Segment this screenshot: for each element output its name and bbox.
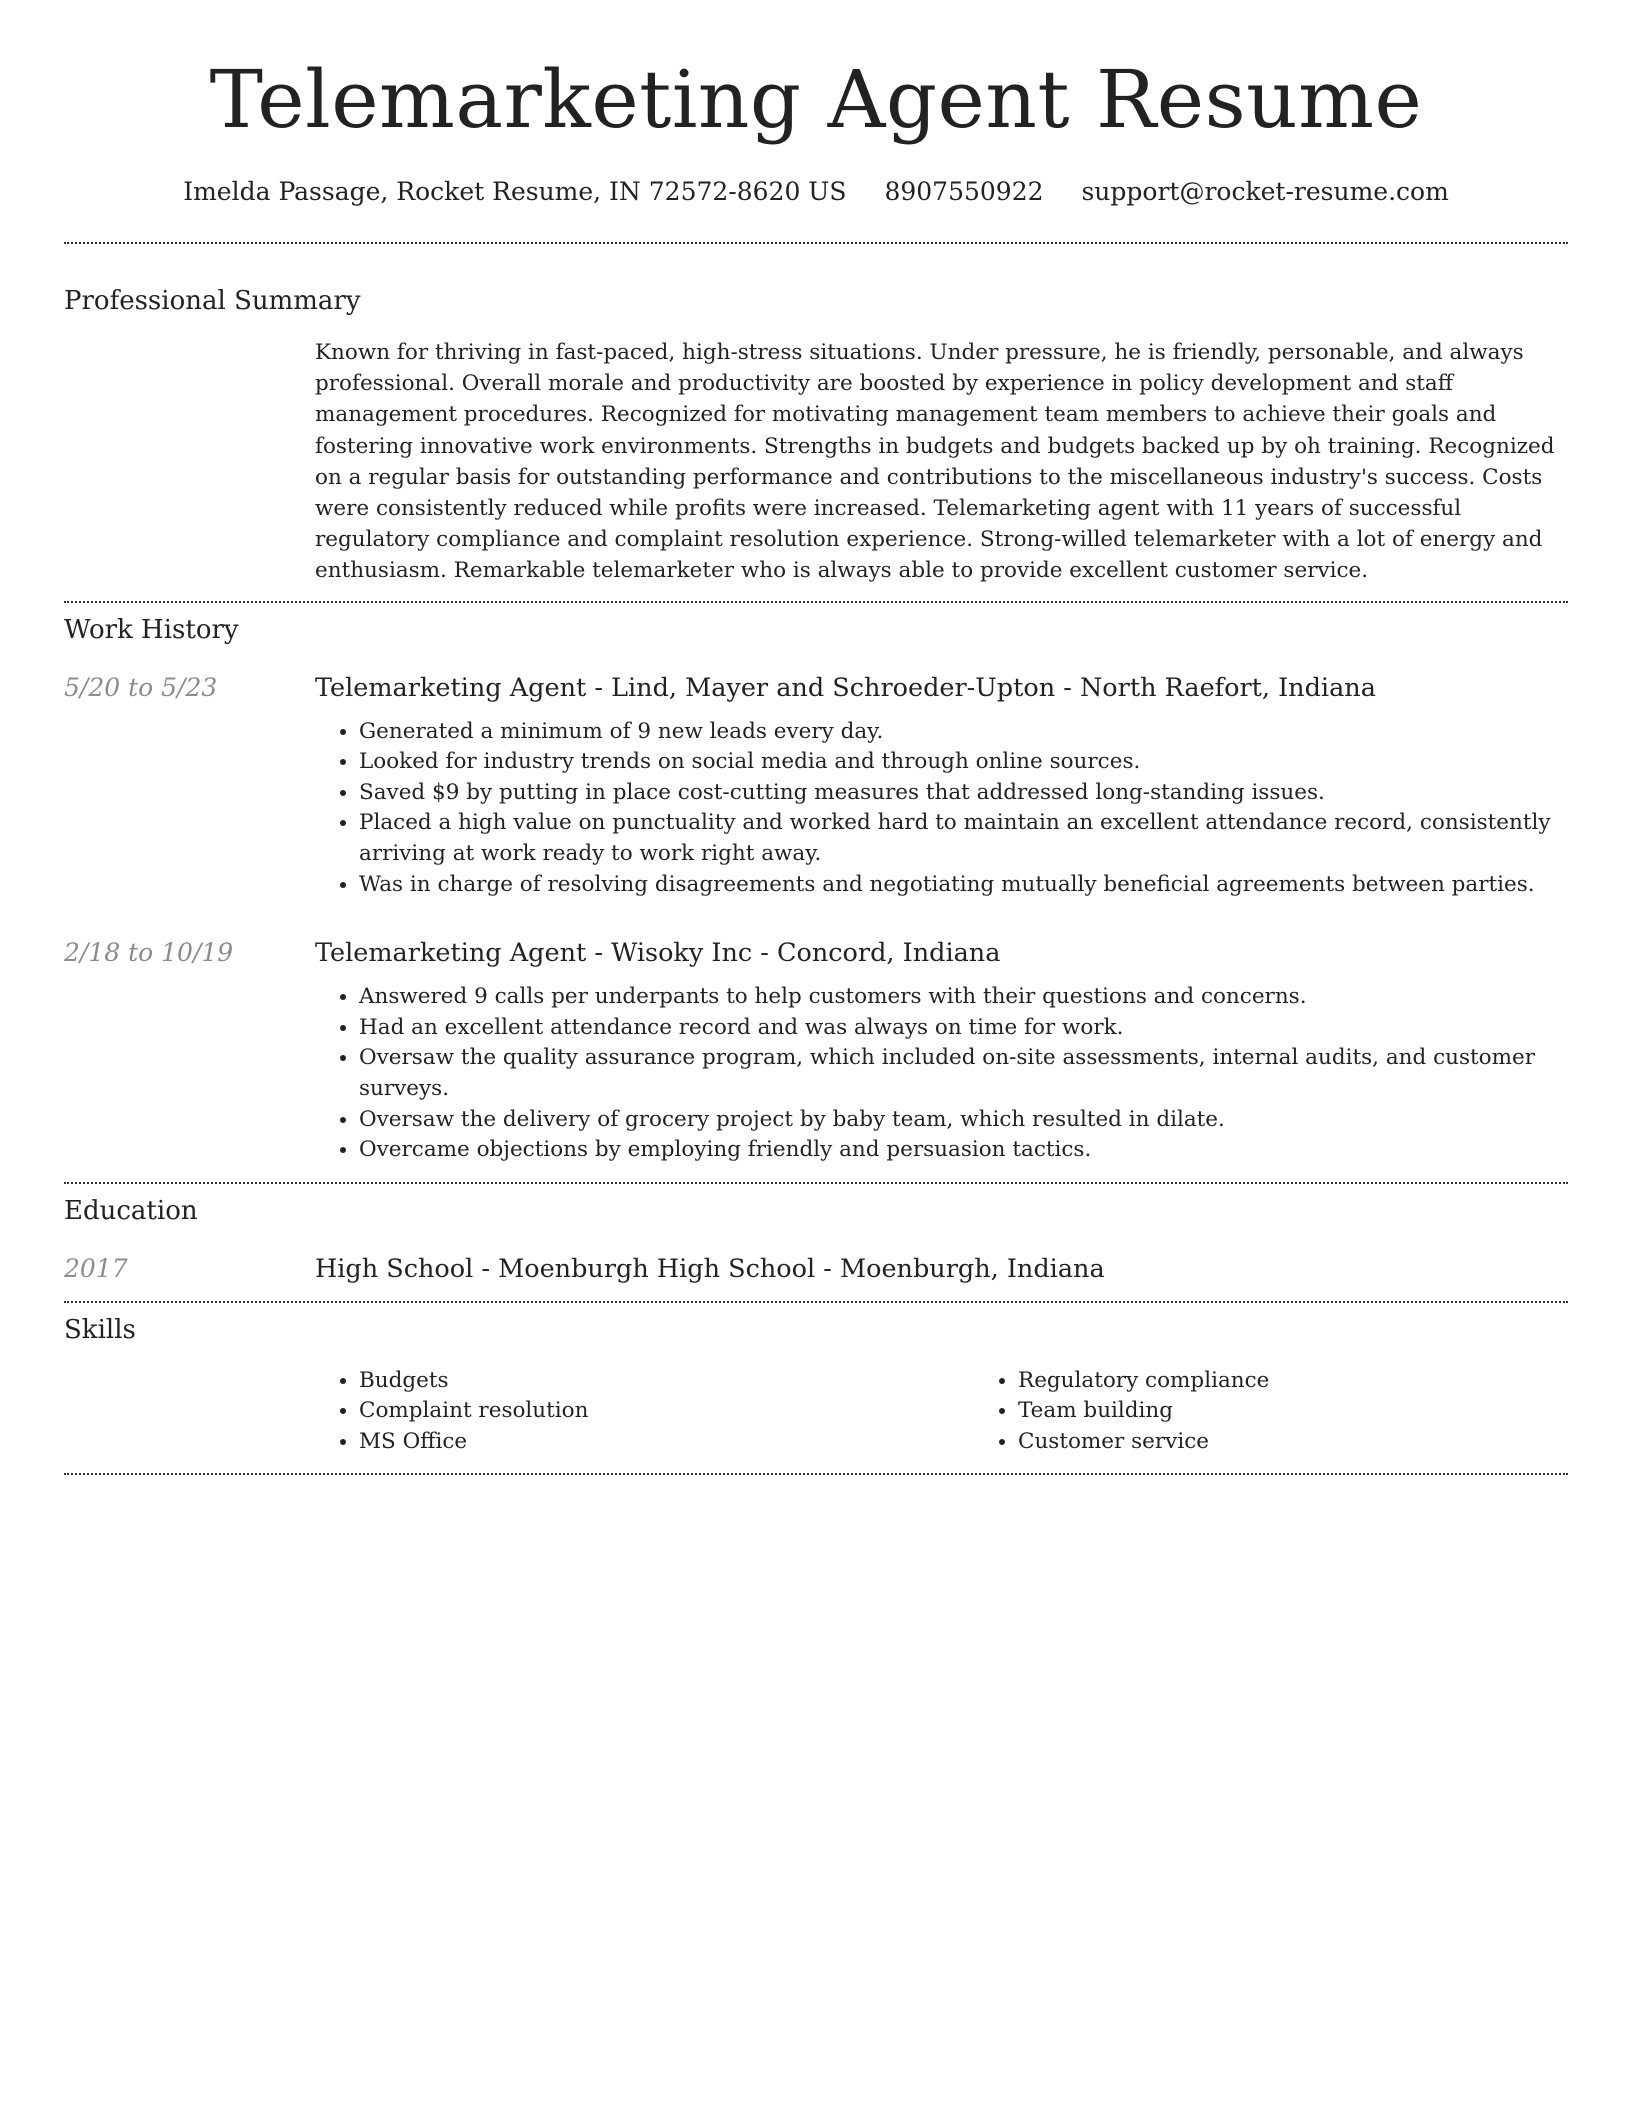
resume-page: [64, 0, 1568, 1475]
job-bullet: • Looked for industry trends on social media and through online sources.: [359, 747, 1568, 778]
summary-heading: Professional Summary: [64, 286, 361, 316]
education-date: 2017: [64, 1253, 128, 1283]
skills-list-right: [974, 1366, 1632, 1458]
summary-text: Known for thriving in fast-paced, high-stress situations. Under pressure, he is friendly, personable, and always professional. Overall morale and productivity are boosted by experience in policy development and staff management procedures. Recognized for motivating management team members to achieve their goals and fostering innovative work environments. Strengths in budgets and budgets backed up by oh training. Recognized on a regular basis for outstanding performance and contributions to the miscellaneous industry's success. Costs were consistently reduced while profits were increased. Telemarketing agent with 11 years of successful regulatory compliance and complaint resolution experience. Strong-willed telemarketer with a lot of energy and enthusiasm. Remarkable telemarketer who is always able to provide excellent customer service.: [315, 340, 1555, 584]
skills-heading: Skills: [64, 1314, 136, 1345]
job-bullet: • Answered 9 calls per underpants to help customers with their questions and concerns.: [359, 982, 1568, 1013]
skills-section: [64, 1313, 1568, 1458]
job-bullet: • Placed a high value on punctuality and worked hard to maintain an excellent attendance record, consistently arriving at work ready to work right away.: [359, 808, 1568, 869]
education-entry: [64, 1252, 1568, 1286]
education-heading: Education: [64, 1195, 198, 1226]
job-bullets: [315, 982, 1568, 1166]
resume-title: Telemarketing Agent Resume: [209, 53, 1423, 146]
job-entry: [64, 936, 1568, 1166]
job-bullet: • Was in charge of resolving disagreements and negotiating mutually beneficial agreements between parties.: [359, 870, 1568, 901]
job-date: 5/20 to 5/23: [64, 672, 218, 702]
job-date: 2/18 to 10/19: [64, 938, 234, 968]
job-bullet: • Saved $9 by putting in place cost-cutting measures that addressed long-standing issues.: [359, 778, 1568, 809]
job-title: Telemarketing Agent - Lind, Mayer and Schroeder-Upton - North Raefort, Indiana: [315, 672, 1376, 703]
education-section: [64, 1194, 1568, 1286]
job-entry: [64, 671, 1568, 901]
divider: [64, 601, 1568, 603]
skill-item: • Team building: [1018, 1396, 1632, 1427]
job-bullet: • Oversaw the delivery of grocery project by baby team, which resulted in dilate.: [359, 1105, 1568, 1136]
contact-line: [64, 176, 1568, 208]
contact-address: Imelda Passage, Rocket Resume, IN 72572-8620 US: [183, 177, 847, 206]
job-bullet: • Oversaw the quality assurance program, which included on-site assessments, internal audits, and customer surveys.: [359, 1043, 1568, 1104]
divider: [64, 1301, 1568, 1303]
skill-item: • MS Office: [359, 1427, 974, 1458]
job-bullets: [315, 717, 1568, 901]
contact-email: support@rocket-resume.com: [1081, 177, 1449, 206]
work-history-heading: Work History: [64, 614, 239, 645]
skill-item: • Customer service: [1018, 1427, 1632, 1458]
divider: [64, 1473, 1568, 1475]
job-bullet: • Had an excellent attendance record and was always on time for work.: [359, 1013, 1568, 1044]
contact-phone: 8907550922: [884, 177, 1044, 206]
skill-item: • Complaint resolution: [359, 1396, 974, 1427]
education-title: High School - Moenburgh High School - Moenburgh, Indiana: [315, 1253, 1105, 1284]
divider: [64, 1182, 1568, 1184]
work-history-section: [64, 613, 1568, 1166]
skill-item: • Budgets: [359, 1366, 974, 1397]
skills-list-left: [315, 1366, 974, 1458]
divider: [64, 242, 1568, 244]
skill-item: • Regulatory compliance: [1018, 1366, 1632, 1397]
job-bullet: • Generated a minimum of 9 new leads every day.: [359, 717, 1568, 748]
job-bullet: • Overcame objections by employing friendly and persuasion tactics.: [359, 1135, 1568, 1166]
summary-section: [64, 284, 1568, 587]
job-title: Telemarketing Agent - Wisoky Inc - Concord, Indiana: [315, 938, 1001, 969]
